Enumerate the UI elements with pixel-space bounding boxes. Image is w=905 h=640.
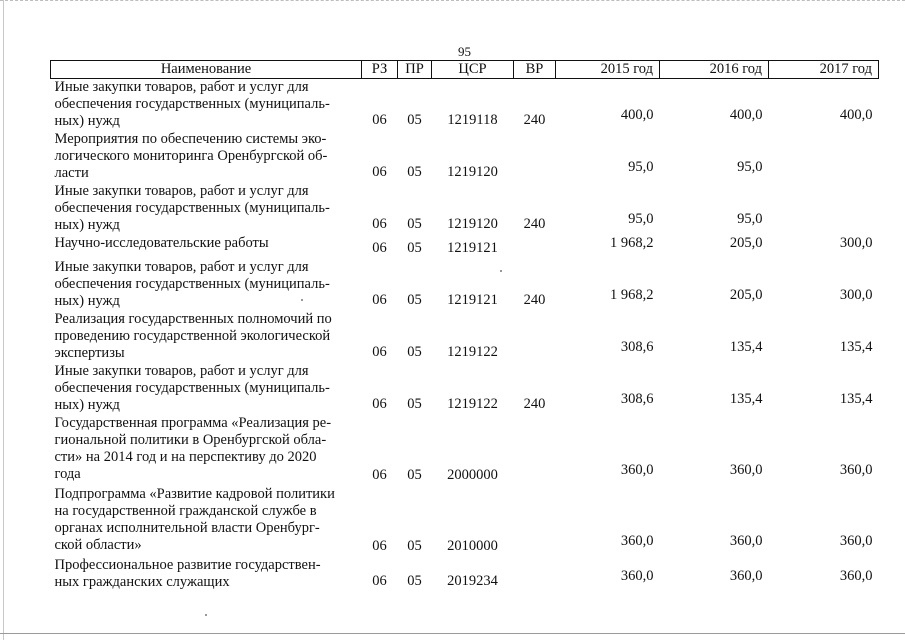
row-name-line: Иные закупки товаров, работ и услуг для [54, 362, 309, 379]
table-row [51, 259, 879, 311]
row-name-line: обеспечения государственных (муниципаль- [54, 275, 330, 292]
row-vr: 240 [523, 395, 546, 412]
row-value-2015: 95,0 [628, 158, 654, 175]
row-value-2016: 205,0 [729, 286, 763, 303]
row-value-2017 [769, 131, 879, 183]
row-name-line: Мероприятия по обеспечению системы эко- [54, 130, 327, 147]
table-row [51, 131, 879, 183]
table-row [51, 415, 879, 486]
row-csr: 2000000 [447, 466, 498, 483]
row-vr [514, 235, 556, 259]
row-name [51, 415, 362, 486]
row-vr [514, 131, 556, 183]
scan-border-bottom [0, 633, 905, 634]
row-name-line: проведению государственной экологической [54, 327, 331, 344]
row-rz: 06 [372, 239, 387, 256]
row-name-line: логического мониторинга Оренбургской об- [54, 147, 328, 164]
row-value-2015: 1 968,2 [610, 234, 654, 251]
row-value-2016: 95,0 [737, 210, 763, 227]
row-csr: 1219118 [447, 111, 498, 128]
row-name-line: экспертизы [54, 344, 125, 361]
row-value-2015: 360,0 [620, 532, 654, 549]
row-name [51, 311, 362, 363]
row-csr: 2019234 [447, 572, 498, 589]
row-value-2017: 300,0 [839, 234, 873, 251]
header-2015: 2015 год [556, 61, 660, 79]
row-pr: 05 [407, 343, 422, 360]
row-csr: 1219121 [447, 291, 498, 308]
row-name [51, 363, 362, 415]
table-header-row [51, 61, 879, 79]
row-name [51, 131, 362, 183]
row-name-line: органах исполнительной власти Оренбург- [54, 519, 320, 536]
page-number: 95 [458, 44, 471, 59]
row-value-2015: 308,6 [620, 338, 654, 355]
row-rz: 06 [372, 537, 387, 554]
row-pr: 05 [407, 537, 422, 554]
table-row [51, 363, 879, 415]
row-rz: 06 [372, 466, 387, 483]
header-vr: ВР [514, 61, 556, 79]
row-csr: 1219120 [447, 163, 498, 180]
row-vr: 240 [523, 215, 546, 232]
scan-speck [205, 614, 207, 616]
row-pr: 05 [407, 395, 422, 412]
row-name-line: обеспечения государственных (муниципаль- [54, 199, 330, 216]
row-value-2016: 135,4 [729, 390, 763, 407]
scan-border-top [0, 0, 905, 1]
row-vr: 240 [523, 111, 546, 128]
row-name-line: Иные закупки товаров, работ и услуг для [54, 182, 309, 199]
row-rz: 06 [372, 572, 387, 589]
row-name [51, 183, 362, 235]
row-name-line: Иные закупки товаров, работ и услуг для [54, 79, 309, 95]
row-value-2015: 360,0 [620, 567, 654, 584]
row-name-line: на государственной гражданской службе в [54, 502, 317, 519]
row-vr [514, 486, 556, 557]
row-value-2015: 400,0 [620, 106, 654, 123]
row-csr: 1219122 [447, 395, 498, 412]
row-pr: 05 [407, 291, 422, 308]
row-vr [514, 415, 556, 486]
table-row [51, 79, 879, 131]
row-csr: 2010000 [447, 537, 498, 554]
row-value-2015: 1 968,2 [610, 286, 654, 303]
row-value-2017 [769, 183, 879, 235]
row-rz: 06 [372, 291, 387, 308]
table-row [51, 235, 879, 259]
row-value-2017: 135,4 [839, 338, 873, 355]
row-pr: 05 [407, 239, 422, 256]
table-body [51, 79, 879, 592]
header-csr: ЦСР [432, 61, 514, 79]
row-rz: 06 [372, 163, 387, 180]
row-name-line: Профессиональное развитие государствен- [54, 556, 321, 573]
row-vr [514, 557, 556, 592]
row-value-2017: 400,0 [839, 106, 873, 123]
row-name [51, 259, 362, 311]
row-pr: 05 [407, 163, 422, 180]
row-name-line: гиональной политики в Оренбургской обла- [54, 431, 327, 448]
row-name-line: сти» на 2014 год и на перспективу до 2020 [54, 448, 317, 465]
row-name-line: Иные закупки товаров, работ и услуг для [54, 258, 309, 275]
row-value-2017: 360,0 [839, 461, 873, 478]
row-name-line: обеспечения государственных (муниципаль- [54, 96, 330, 112]
row-csr: 1219121 [447, 239, 498, 256]
row-value-2016: 400,0 [729, 106, 763, 123]
row-vr [514, 311, 556, 363]
row-pr: 05 [407, 466, 422, 483]
row-rz: 06 [372, 395, 387, 412]
row-rz: 06 [372, 343, 387, 360]
row-name-line: ных гражданских служащих [54, 573, 230, 590]
budget-table [50, 60, 879, 592]
row-value-2016: 95,0 [737, 158, 763, 175]
scan-speck [301, 299, 303, 301]
row-value-2015: 308,6 [620, 390, 654, 407]
row-name [51, 486, 362, 557]
row-name-line: Подпрограмма «Развитие кадровой политики [54, 485, 335, 502]
row-name-line: ской области» [54, 536, 142, 553]
row-name-line: ных) нужд [54, 292, 120, 309]
row-pr: 05 [407, 111, 422, 128]
row-value-2015: 360,0 [620, 461, 654, 478]
row-value-2017: 360,0 [839, 532, 873, 549]
row-value-2017: 360,0 [839, 567, 873, 584]
row-name-line: ных) нужд [54, 113, 120, 129]
row-name-line: года [54, 465, 81, 482]
row-csr: 1219120 [447, 215, 498, 232]
header-2016: 2016 год [660, 61, 769, 79]
row-value-2017: 135,4 [839, 390, 873, 407]
row-pr: 05 [407, 215, 422, 232]
table-row [51, 557, 879, 592]
row-name [51, 79, 362, 131]
header-rz: РЗ [362, 61, 398, 79]
row-name-line: Научно-исследовательские работы [54, 234, 269, 251]
row-value-2015: 95,0 [628, 210, 654, 227]
table-row [51, 486, 879, 557]
row-rz: 06 [372, 215, 387, 232]
row-name-line: ных) нужд [54, 396, 120, 413]
row-name-line: обеспечения государственных (муниципаль- [54, 379, 330, 396]
scan-speck [500, 270, 502, 272]
row-value-2016: 205,0 [729, 234, 763, 251]
scan-border-left [3, 0, 4, 640]
row-name-line: Государственная программа «Реализация ре- [54, 414, 332, 431]
header-2017: 2017 год [769, 61, 879, 79]
row-csr: 1219122 [447, 343, 498, 360]
table-row [51, 183, 879, 235]
row-name [51, 557, 362, 592]
row-value-2017: 300,0 [839, 286, 873, 303]
table-row [51, 311, 879, 363]
row-vr: 240 [523, 291, 546, 308]
row-value-2016: 360,0 [729, 567, 763, 584]
row-value-2016: 360,0 [729, 461, 763, 478]
header-pr: ПР [398, 61, 432, 79]
header-name: Наименование [51, 61, 362, 79]
row-rz: 06 [372, 111, 387, 128]
row-name [51, 235, 362, 259]
row-value-2016: 135,4 [729, 338, 763, 355]
row-name-line: ных) нужд [54, 216, 120, 233]
row-name-line: Реализация государственных полномочий по [54, 310, 332, 327]
row-name-line: ласти [54, 164, 89, 181]
row-value-2016: 360,0 [729, 532, 763, 549]
row-pr: 05 [407, 572, 422, 589]
